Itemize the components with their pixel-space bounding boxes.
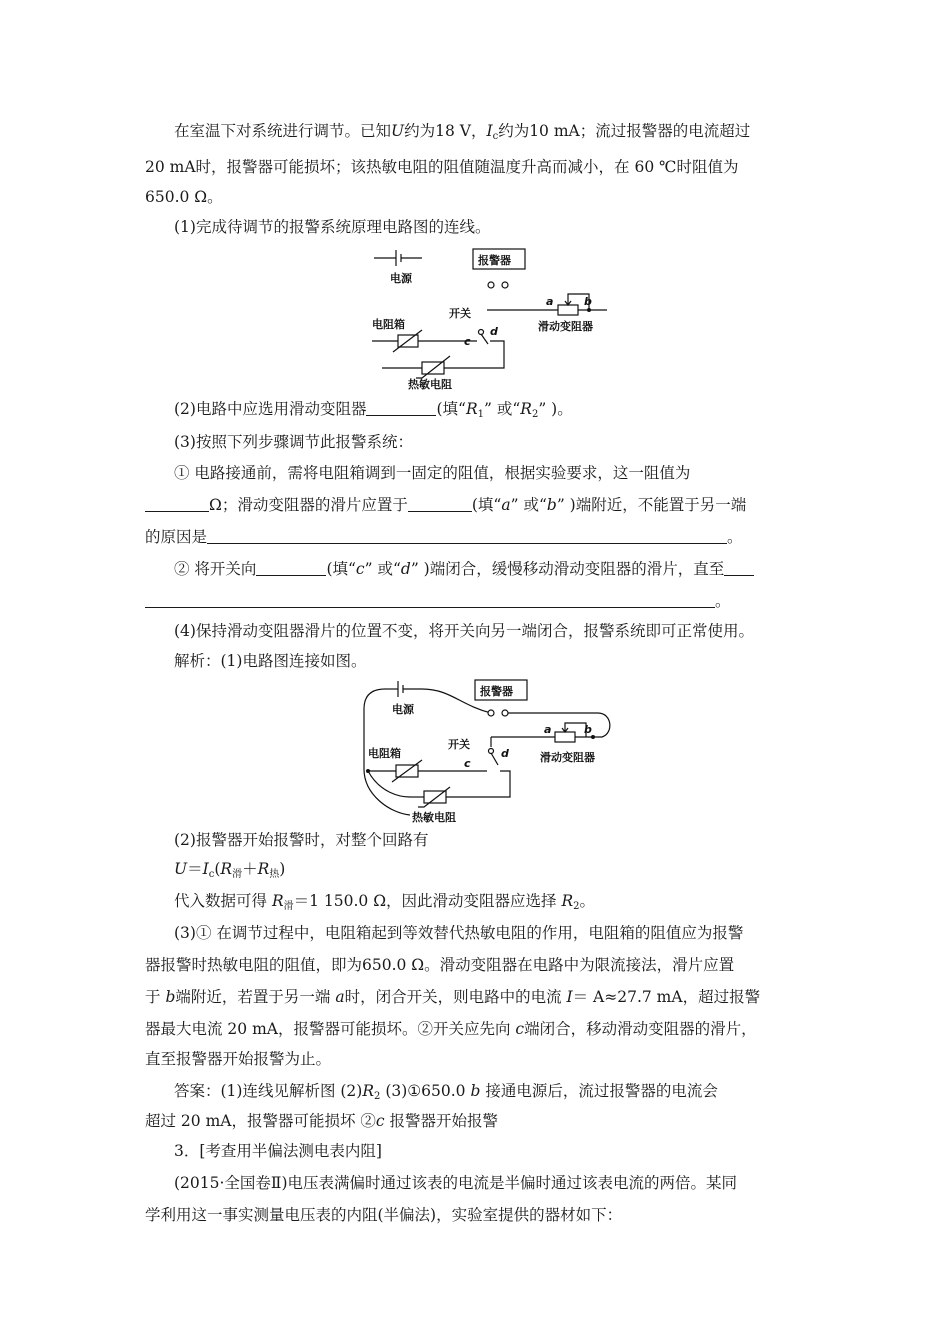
analysis-3-line-3: 于 b端附近，若置于另一端 a时，闭合开关，则电路中的电流 I＝ A≈27.7 mA，超过报警 [145,988,761,1006]
next-question-line-1: (2015·全国卷Ⅱ)电压表满偏时通过该表的电流是半偏时通过该表电流的两倍。某同 [174,1174,738,1192]
terminal-d-label-2: d [501,747,509,760]
circuit-diagram-unconnected [360,244,620,392]
answer-line-1: 答案：(1)连线见解析图 $(2)R_2$ (3)①650.0 b 接通电源后，流过报警器的电流会 [174,1082,718,1102]
alarm-label-2: 报警器 [480,685,513,698]
question-3-1-line-2: Ω；滑动变阻器的滑片应置于 (填“a” 或“b” )端附近，不能置于另一端 [145,494,746,516]
question-3: (3)按照下列步骤调节此报警系统： [174,433,413,451]
power-label: 电源 [390,272,412,285]
question-4: (4)保持滑动变阻器滑片的位置不变，将开关向另一端闭合，报警系统即可正常使用。 [174,622,754,640]
analysis-2-line-3: 代入数据可得 $R_滑=1$ 150.0 Ω，因此滑动变阻器应选择 $R_2$。 [174,892,596,912]
question-2: (2)电路中应选用滑动变阻器 (填“$R_1$” 或“$R_2$” )。 [174,400,573,420]
circuit-diagram-connected [350,675,630,825]
question-3-1-line-3: 的原因是 。 [145,528,743,546]
thermistor-label-2: 热敏电阻 [412,811,456,824]
terminal-c-label: c [464,335,471,348]
answer-blank[interactable] [256,561,326,576]
analysis-2-equation: $U=I_c(R_滑+R_热)$ [174,860,286,880]
terminal-b-label: b [584,295,592,308]
analysis-3-line-1: (3)① 在调节过程中，电阻箱起到等效替代热敏电阻的作用，电阻箱的阻值应为报警 [174,924,744,942]
analysis-3-line-5: 直至报警器开始报警为止。 [145,1050,332,1068]
question-3-2-line-1: ② 将开关向 (填“c” 或“d” )端闭合，缓慢移动滑动变阻器的滑片，直至 [174,558,754,580]
analysis-3-line-2: 器报警时热敏电阻的阻值，即为650.0 Ω。滑动变阻器在电路中为限流接法，滑片应置 [145,956,735,974]
terminal-a-label-2: a [544,723,552,736]
rheostat-label: 滑动变阻器 [538,320,593,333]
question-3-2-line-2: 。 [145,590,731,612]
analysis-heading: 解析：(1)电路图连接如图。 [174,652,367,670]
answer-blank[interactable] [724,561,754,576]
answer-blank[interactable] [145,497,209,512]
terminal-b-label-2: b [584,723,592,736]
answer-blank[interactable] [366,401,436,416]
switch-label: 开关 [449,307,471,320]
thermistor-label: 热敏电阻 [408,378,452,391]
terminal-a-label: a [546,295,554,308]
terminal-c-label-2: c [464,757,471,770]
answer-blank[interactable] [408,497,472,512]
intro-line-2: 20 mA时，报警器可能损坏；该热敏电阻的阻值随温度升高而减小，在 60 ℃时阻值为 [145,158,739,176]
resistor-box-label: 电阻箱 [372,318,405,331]
next-question-title: 3．[考查用半偏法测电表内阻] [174,1142,382,1160]
alarm-label: 报警器 [478,254,511,267]
next-question-line-2: 学利用这一事实测量电压表的内阻(半偏法)，实验室提供的器材如下： [145,1206,623,1224]
switch-label-2: 开关 [448,738,470,751]
answer-blank[interactable] [207,529,727,544]
rheostat-label-2: 滑动变阻器 [540,751,595,764]
answer-blank[interactable] [145,593,715,608]
terminal-d-label: d [490,325,498,338]
question-3-1-line-1: ① 电路接通前，需将电阻箱调到一固定的阻值，根据实验要求，这一阻值为 [174,464,691,482]
analysis-2-line-1: (2)报警器开始报警时，对整个回路有 [174,831,429,849]
intro-line-1: 在室温下对系统进行调节。已知U约为18 V，$I_c$约为10 mA；流过报警器的电流超过 [174,122,751,142]
answer-line-2: 超过 20 mA，报警器可能损坏 ②c 报警器开始报警 [145,1112,499,1130]
power-label-2: 电源 [392,703,414,716]
intro-line-3: 650.0 Ω。 [145,188,223,206]
analysis-3-line-4: 器最大电流 20 mA，报警器可能损坏。②开关应先向 c端闭合，移动滑动变阻器的滑片， [145,1020,757,1038]
question-1: (1)完成待调节的报警系统原理电路图的连线。 [174,218,491,236]
resistor-box-label-2: 电阻箱 [368,747,401,760]
